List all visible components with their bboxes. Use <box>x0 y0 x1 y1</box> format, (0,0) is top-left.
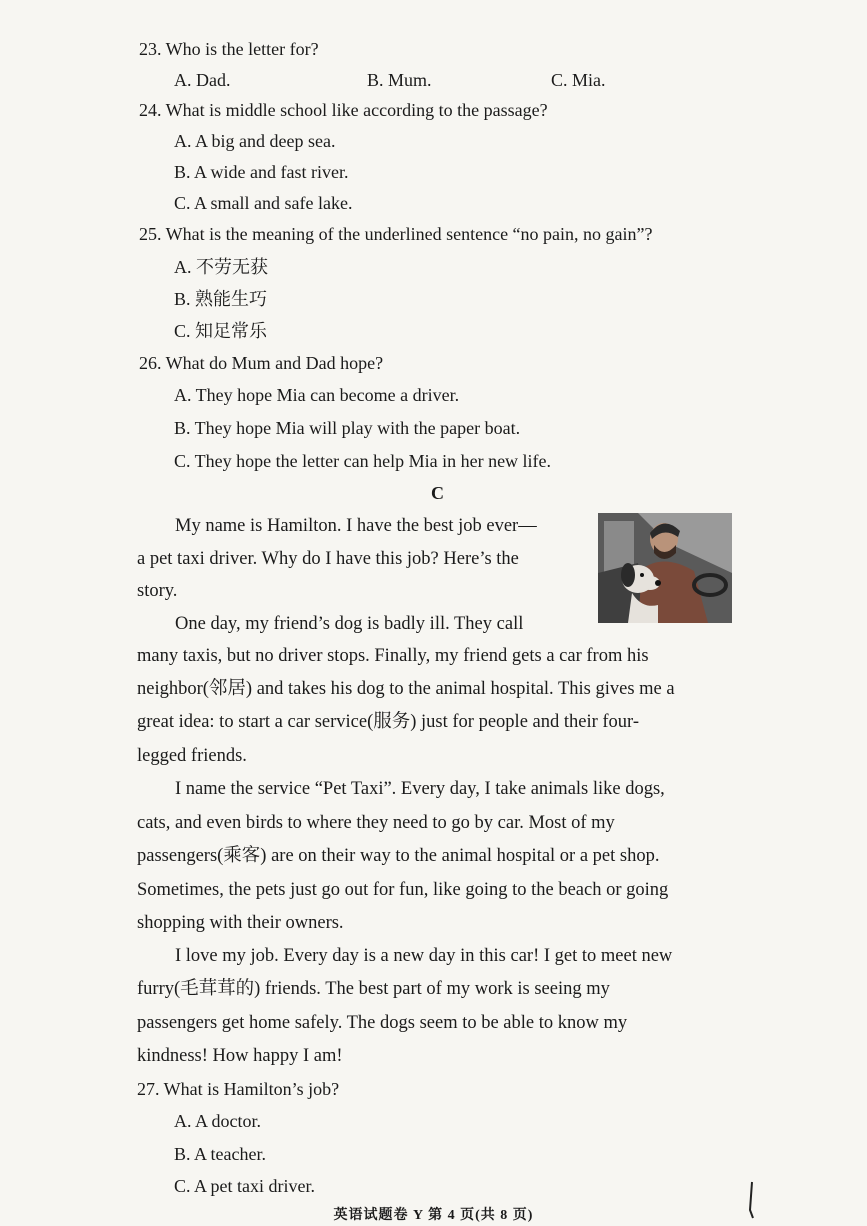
passage-line: many taxis, but no driver stops. Finally, my friend gets a car from his <box>137 646 649 666</box>
option-26-b: B. They hope Mia will play with the paper boat. <box>174 418 521 438</box>
option-26-a: A. They hope Mia can become a driver. <box>174 385 460 405</box>
passage-line: passengers(乘客) are on their way to the animal hospital or a pet shop. <box>137 846 660 866</box>
option-24-b: B. A wide and fast river. <box>174 162 349 182</box>
passage-line: kindness! How happy I am! <box>137 1046 343 1066</box>
option-23-b: B. Mum. <box>367 70 432 90</box>
option-27-c: C. A pet taxi driver. <box>174 1176 315 1196</box>
passage-line: My name is Hamilton. I have the best job ever— <box>175 516 537 536</box>
question-27: 27. What is Hamilton’s job? <box>137 1079 340 1099</box>
passage-line: cats, and even birds to where they need to go by car. Most of my <box>137 813 615 833</box>
driver-and-dog-image <box>598 513 732 623</box>
passage-line: furry(毛茸茸的) friends. The best part of my work is seeing my <box>137 979 610 999</box>
pet-taxi-illustration <box>598 513 732 623</box>
margin-mark-icon <box>746 1180 756 1220</box>
passage-line: passengers get home safely. The dogs seem to be able to know my <box>137 1013 628 1033</box>
passage-line: Sometimes, the pets just go out for fun, like going to the beach or going <box>137 880 669 900</box>
passage-line: One day, my friend’s dog is badly ill. They call <box>175 614 524 634</box>
option-24-c: C. A small and safe lake. <box>174 193 353 213</box>
passage-line: I name the service “Pet Taxi”. Every day, I take animals like dogs, <box>175 779 665 799</box>
option-25-a: A. 不劳无获 <box>174 257 268 277</box>
question-25: 25. What is the meaning of the underlined sentence “no pain, no gain”? <box>139 224 653 244</box>
section-heading-c: C <box>431 483 444 503</box>
question-26: 26. What do Mum and Dad hope? <box>139 353 384 373</box>
option-23-c: C. Mia. <box>551 70 606 90</box>
question-24: 24. What is middle school like according to the passage? <box>139 100 548 120</box>
passage-line: a pet taxi driver. Why do I have this job? Here’s the <box>137 549 519 569</box>
option-23-a: A. Dad. <box>174 70 231 90</box>
option-27-b: B. A teacher. <box>174 1144 266 1164</box>
option-25-b: B. 熟能生巧 <box>174 289 268 309</box>
passage-line: I love my job. Every day is a new day in this car! I get to meet new <box>175 946 673 966</box>
passage-line: neighbor(邻居) and takes his dog to the animal hospital. This gives me a <box>137 679 675 699</box>
passage-line: shopping with their owners. <box>137 913 344 933</box>
option-24-a: A. A big and deep sea. <box>174 131 336 151</box>
option-27-a: A. A doctor. <box>174 1111 262 1131</box>
passage-line: legged friends. <box>137 746 247 766</box>
question-23: 23. Who is the letter for? <box>139 39 319 59</box>
passage-line: story. <box>137 581 178 601</box>
option-25-c: C. 知足常乐 <box>174 321 268 341</box>
passage-line: great idea: to start a car service(服务) just for people and their four- <box>137 712 640 732</box>
page-footer: 英语试题卷 Y 第 4 页(共 8 页) <box>333 1208 534 1223</box>
option-26-c: C. They hope the letter can help Mia in her new life. <box>174 451 552 471</box>
